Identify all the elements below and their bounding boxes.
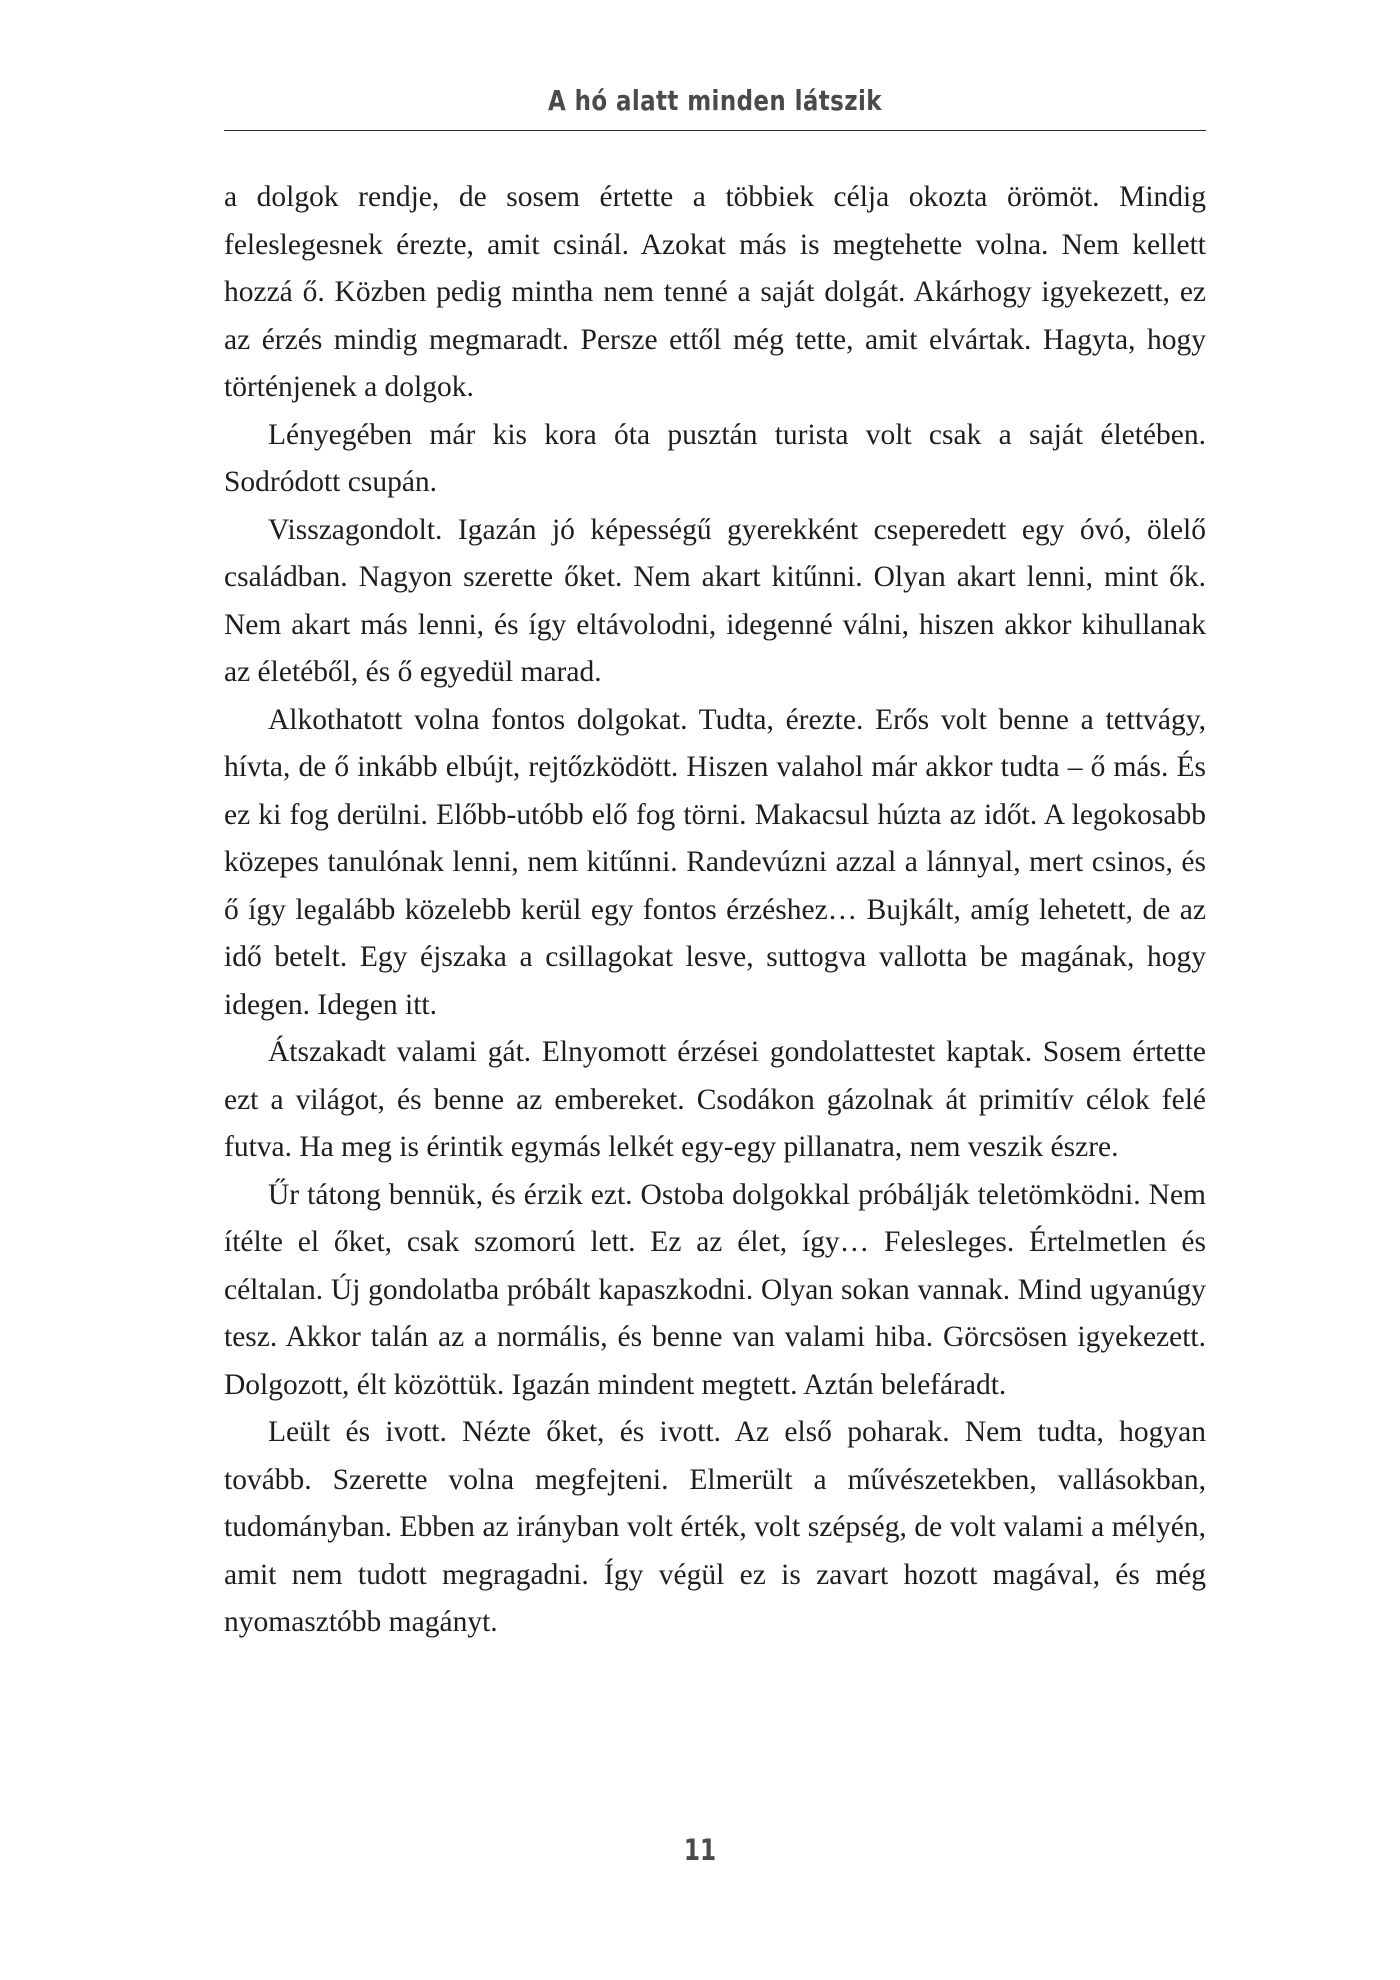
paragraph: Lényegében már kis kora óta pusztán turista volt csak a saját életében. Sodródott csupán. bbox=[224, 418, 1206, 498]
body-text bbox=[224, 174, 1206, 1647]
paragraph: Átszakadt valami gát. Elnyomott érzései gondolattestet kaptak. Sosem értette ezt a világot, és benne az embereket. Csodákon gázolnak át primitív célok felé futva. Ha meg is érintik egymás lelkét egy-egy pillanatra, nem veszik észre. bbox=[224, 1036, 1206, 1163]
paragraph: Alkothatott volna fontos dolgokat. Tudta, érezte. Erős volt benne a tettvágy, hívta, de ő inkább elbújt, rejtőzködött. Hiszen valahol már akkor tudta – ő más. És ez ki fog derülni. Előbb-utóbb elő fog törni. Makacsul húzta az időt. A legokosabb közepes tanulónak lenni, nem kitűnni. Randevúzni azzal a lánnyal, mert csinos, és ő így legalább közelebb kerül egy fontos érzéshez… Bujkált, amíg lehetett, de az idő betelt. Egy éjszaka a csillagokat lesve, suttogva vallotta be magának, hogy idegen. Idegen itt. bbox=[224, 703, 1206, 1021]
paragraph: Visszagondolt. Igazán jó képességű gyerekként cseperedett egy óvó, ölelő családban. Nagyon szerette őket. Nem akart kitűnni. Olyan akart lenni, mint ők. Nem akart más lenni, és így eltávolodni, idegenné válni, hiszen akkor kihullanak az életéből, és ő egyedül marad. bbox=[224, 513, 1206, 688]
paragraph: Leült és ivott. Nézte őket, és ivott. Az első poharak. Nem tudta, hogyan tovább. Szerette volna megfejteni. Elmerült a művészetekben, vallásokban, tudományban. Ebben az irányban volt érték, volt szépség, de volt valami a mélyén, amit nem tudott megragadni. Így végül ez is zavart hozott magával, és még nyomasztóbb magányt. bbox=[224, 1416, 1206, 1638]
page-number: 11 bbox=[683, 1833, 717, 1867]
running-header-title: A hó alatt minden látszik bbox=[548, 84, 882, 117]
paragraph: Űr tátong bennük, és érzik ezt. Ostoba dolgokkal próbálják teletömködni. Nem ítélte el őket, csak szomorú lett. Ez az élet, így… Felesleges. Értelmetlen és céltalan. Új gondolatba próbált kapaszkodni. Olyan sokan vannak. Mind ugyanúgy tesz. Akkor talán az a normális, és benne van valami hiba. Görcsösen igyekezett. Dolgozott, élt közöttük. Igazán mindent megtett. Aztán belefáradt. bbox=[224, 1178, 1206, 1401]
paragraph: a dolgok rendje, de sosem értette a többiek célja okozta örömöt. Mindig feleslegesnek érezte, amit csinál. Azokat más is megtehette volna. Nem kellett hozzá ő. Közben pedig mintha nem tenné a saját dolgát. Akárhogy igyekezett, ez az érzés mindig megmaradt. Persze ettől még tette, amit elvártak. Hagyta, hogy történjenek a dolgok. bbox=[224, 181, 1206, 403]
header-rule bbox=[224, 130, 1206, 131]
